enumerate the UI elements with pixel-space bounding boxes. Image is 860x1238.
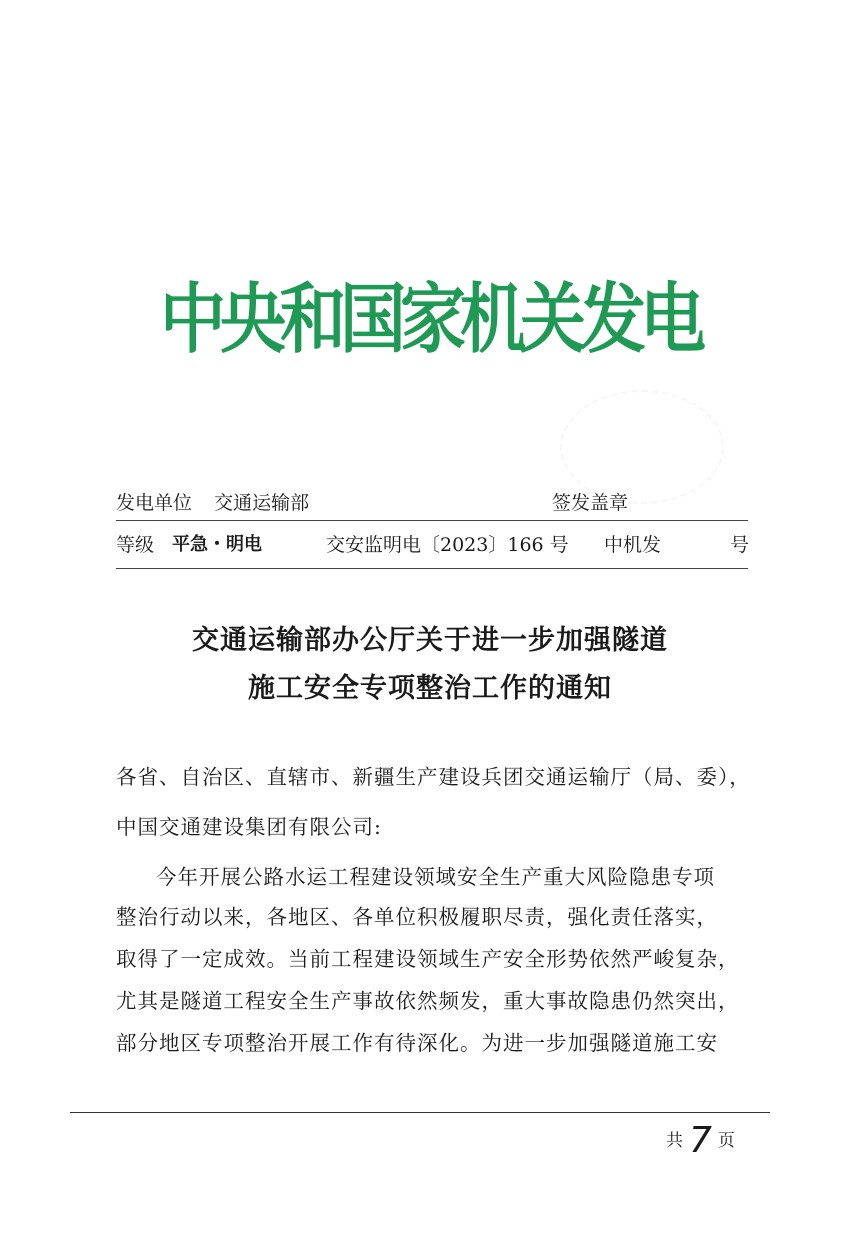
body-line: 今年开展公路水运工程建设领域安全生产重大风险隐患专项 [156, 865, 715, 889]
sender-field [116, 488, 309, 515]
page-count-footer [666, 1120, 735, 1161]
masthead-title: 中央和国家机关发电 [160, 275, 700, 364]
sender-value: 交通运输部 [214, 492, 310, 514]
document-number: 交安监明电〔2023〕166 号 [326, 534, 569, 556]
document-title-line-2: 施工安全专项整治工作的通知 [248, 673, 612, 704]
page-count: 7 [689, 1120, 712, 1161]
issue-number-suffix: 号 [730, 534, 750, 556]
grade-label: 等级 [116, 534, 155, 556]
header-divider-1 [116, 520, 748, 521]
header-row-sender [116, 488, 748, 518]
body-line: 整治行动以来，各地区、各单位积极履职尽责，强化责任落实， [116, 905, 718, 929]
body-line: 各省、自治区、直辖市、新疆生产建设兵团交通运输厅（局、委）， [116, 765, 751, 789]
central-issue-label: 中机发 [604, 534, 662, 556]
body-line: 取得了一定成效。当前工程建设领域生产安全形势依然严峻复杂， [116, 947, 740, 971]
footer-divider [70, 1112, 770, 1113]
body-line: 部分地区专项整治开展工作有待深化。为进一步加强隧道施工安 [116, 1031, 718, 1055]
document-title-line-1: 交通运输部办公厅关于进一步加强隧道 [192, 625, 668, 656]
header-divider-2 [116, 568, 748, 569]
faded-seal-stamp [560, 390, 724, 504]
body-line: 尤其是隧道工程安全生产事故依然频发，重大事故隐患仍然突出， [116, 989, 740, 1013]
page-label: 页 [717, 1131, 735, 1151]
total-label: 共 [666, 1131, 683, 1151]
grade-value: 平急・明电 [172, 534, 262, 555]
sender-label: 发电单位 [116, 492, 193, 514]
body-line: 中国交通建设集团有限公司: [116, 815, 382, 839]
header-row-grade [116, 530, 748, 564]
sign-label: 签发盖章 [552, 492, 629, 514]
